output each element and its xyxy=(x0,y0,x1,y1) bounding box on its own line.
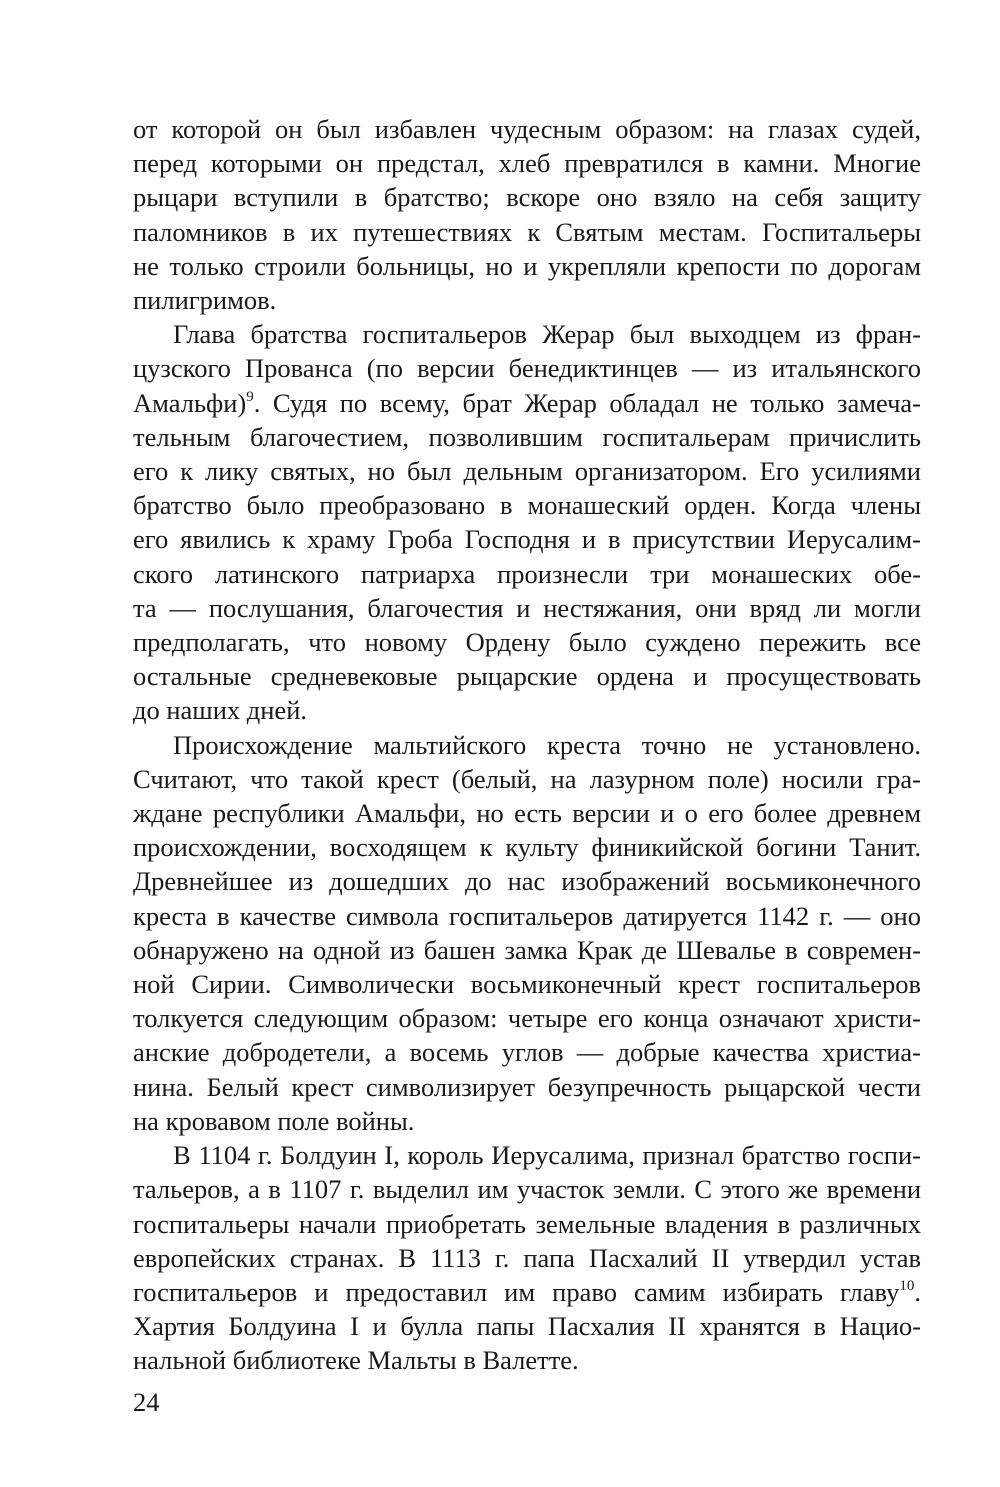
text-line: ной Сирии. Символически восьмиконечный крест госпитальеров xyxy=(133,969,921,1000)
text-line: анские добродетели, а восемь углов — добрые качества христиа- xyxy=(133,1037,921,1068)
text-line: тальеров, а в 1107 г. выделил им участок земли. С этого же времени xyxy=(133,1174,921,1205)
text-line: его к лику святых, но был дельным организатором. Его усилиями xyxy=(133,456,921,487)
text-line: толкуется следующим образом: четыре его конца означают христи- xyxy=(133,1003,921,1034)
text-line: перед которыми он предстал, хлеб превратился в камни. Многие xyxy=(133,148,921,179)
text-line: ждане республики Амальфи, но есть версии и о его более древнем xyxy=(133,798,921,829)
text-line: Происхождение мальтийского креста точно не установлено. xyxy=(173,729,921,760)
text-line: госпитальеры начали приобретать земельные владения в различных xyxy=(133,1208,921,1239)
text-line: нина. Белый крест символизирует безупречность рыцарской чести xyxy=(133,1071,921,1102)
footnote-marker-10[interactable]: 10 xyxy=(899,1278,915,1295)
text-fragment: . Судя по всему, брат Жерар обладал не только замеча- xyxy=(253,387,921,418)
footnote-marker-9[interactable]: 9 xyxy=(246,388,254,405)
text-line: остальные средневековые рыцарские ордена и просуществовать xyxy=(133,661,921,692)
text-line: на кровавом поле войны. xyxy=(133,1105,415,1136)
text-line: креста в качестве символа госпитальеров датируется 1142 г. — оно xyxy=(133,900,921,931)
text-fragment: Амальфи) xyxy=(133,387,247,418)
text-line: до наших дней. xyxy=(133,695,307,726)
text-line: тельным благочестием, позволившим госпитальерам причислить xyxy=(133,421,921,452)
text-line: В 1104 г. Болдуин I, король Иерусалима, признал братство госпи- xyxy=(173,1140,921,1171)
text-line: паломников в их путешествиях к Святым местам. Госпитальеры xyxy=(133,216,921,247)
text-line: Глава братства госпитальеров Жерар был выходцем из фран- xyxy=(173,319,921,350)
text-line-with-footnote xyxy=(133,386,921,420)
text-line: его явились к храму Гроба Господня и в присутствии Иерусалим- xyxy=(133,524,921,555)
page-number: 24 xyxy=(133,1387,160,1417)
text-line: Древнейшее из дошедших до нас изображений восьмиконечного xyxy=(133,866,921,897)
text-line: братство было преобразовано в монашеский орден. Когда члены xyxy=(133,490,921,521)
text-line: цузского Прованса (по версии бенедиктинцев — из итальянского xyxy=(133,353,921,384)
text-line: обнаружено на одной из башен замка Крак де Шевалье в современ- xyxy=(133,934,921,965)
text-fragment: госпитальеров и предоставил им право самим избирать главу xyxy=(133,1276,900,1307)
text-line: пилигримов. xyxy=(133,285,277,316)
paragraph-4 xyxy=(133,1138,921,1377)
text-line: Хартия Болдуина I и булла папы Пасхалия II хранятся в Нацио- xyxy=(133,1311,921,1342)
text-line: рыцари вступили в братство; вскоре оно взяло на себя защиту xyxy=(133,182,921,213)
paragraph-1 xyxy=(133,112,921,317)
text-line: не только строили больницы, но и укрепляли крепости по дорогам xyxy=(133,250,921,281)
paragraph-2 xyxy=(133,317,921,727)
text-line: происхождении, восходящем к культу финикийской богини Танит. xyxy=(133,832,921,863)
paragraph-3 xyxy=(133,728,921,1138)
text-line: от которой он был избавлен чудесным образом: на глазах судей, xyxy=(133,114,921,144)
text-fragment: . xyxy=(914,1276,921,1307)
page-body xyxy=(133,112,921,1378)
text-line: та — послушания, благочестия и нестяжания, они вряд ли могли xyxy=(133,592,921,623)
text-line: нальной библиотеке Мальты в Валетте. xyxy=(133,1345,579,1376)
text-line: Считают, что такой крест (белый, на лазурном поле) носили гра- xyxy=(133,763,921,794)
text-line: европейских странах. В 1113 г. папа Пасхалий II утвердил устав xyxy=(133,1242,921,1273)
text-line-with-footnote xyxy=(133,1275,921,1309)
text-line: предполагать, что новому Ордену было суждено пережить все xyxy=(133,627,921,658)
text-line: ского латинского патриарха произнесли три монашеских обе- xyxy=(133,558,921,589)
